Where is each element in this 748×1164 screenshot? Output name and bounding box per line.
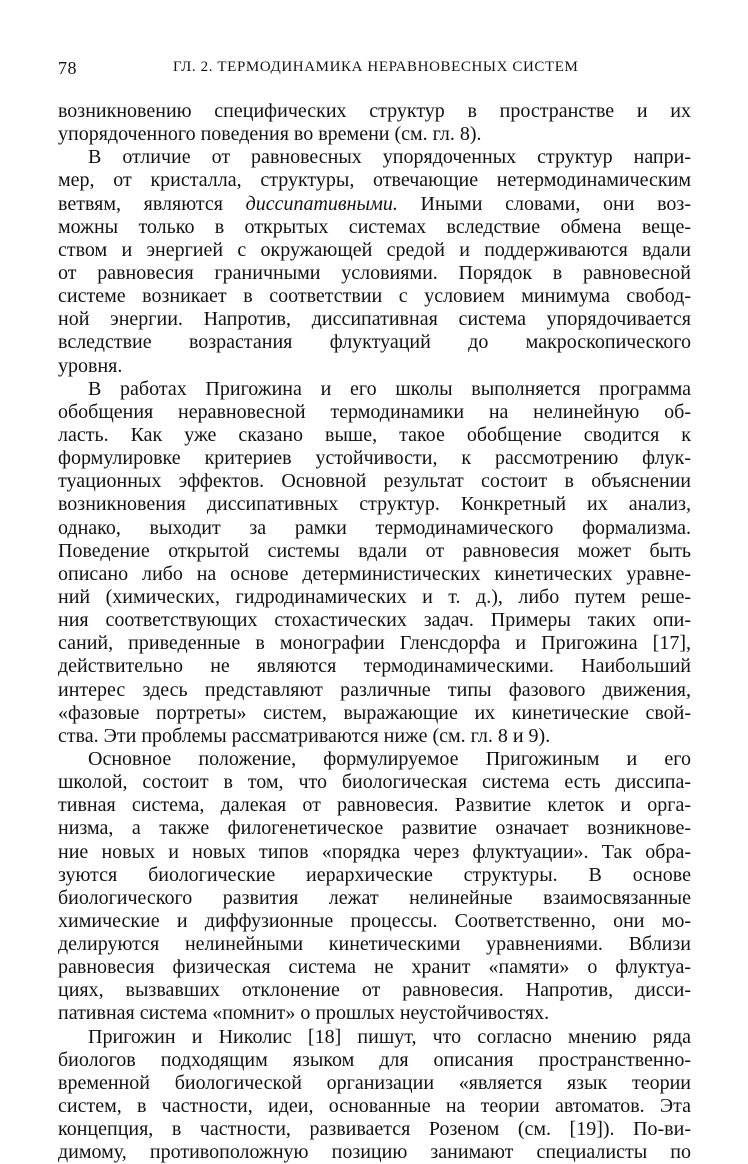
text-line: систем, в частности, идеи, основанные на теории автоматов. Эта: [58, 1095, 691, 1118]
paragraph: [58, 748, 691, 1026]
text-line: Поведение открытой системы вдали от равновесия может быть: [58, 539, 691, 562]
text-line: действительно не являются термодинамическими. Наибольший: [58, 655, 691, 678]
text-line: тивная система, далекая от равновесия. Развитие клеток и орга-: [58, 794, 691, 817]
text-line: В работах Пригожина и его школы выполняется программа: [88, 377, 691, 400]
text-line: интерес здесь представляют различные типы фазового движения,: [58, 678, 691, 701]
text-line: биологов подходящим языком для описания пространственно-: [58, 1048, 691, 1071]
body-text: [58, 100, 691, 1164]
text-line: саний, приведенные в монографии Гленсдорфа и Пригожина [17],: [58, 632, 691, 655]
text-line: однако, выходит за рамки термодинамического формализма.: [58, 516, 691, 539]
text-line: зуются биологические иерархические структуры. В основе: [58, 863, 691, 886]
text-line: химические и диффузионные процессы. Соответственно, они мо-: [58, 909, 691, 932]
text-line: равновесия физическая система не хранит «памяти» о флуктуа-: [58, 956, 691, 979]
text-line: формулировке критериев устойчивости, к рассмотрению флук-: [58, 447, 691, 470]
text-line: биологического развития лежат нелинейные взаимосвязанные: [58, 886, 691, 909]
text-line: делируются нелинейными кинетическими уравнениями. Вблизи: [58, 933, 691, 956]
page-number: 78: [58, 58, 77, 78]
text-line: ством и энергией с окружающей средой и поддерживаются вдали: [58, 238, 691, 261]
text-line: возникновения диссипативных структур. Конкретный их анализ,: [58, 493, 691, 516]
text-line: концепция, в частности, развивается Розеном (см. [19]). По-ви-: [58, 1118, 691, 1141]
text-line: Основное положение, формулируемое Пригожиным и его: [88, 747, 691, 770]
paragraph: [58, 100, 691, 146]
page-header: [58, 58, 691, 80]
text-line: возникновению специфических структур в пространстве и их: [58, 100, 691, 122]
text-line: димому, противоположную позицию занимают специалисты по: [58, 1141, 691, 1164]
text-line: обобщения неравновесной термодинамики на нелинейную об-: [58, 400, 691, 423]
text-line: описано либо на основе детерминистических кинетических уравне-: [58, 562, 691, 585]
text-line: ной энергии. Напротив, диссипативная система упорядочивается: [58, 308, 691, 331]
text-line: мер, от кристалла, структуры, отвечающие нетермодинамическим: [58, 169, 691, 192]
text-line: уровня.: [58, 354, 123, 377]
text-line: [58, 193, 691, 216]
text-line: туационных эффектов. Основной результат состоит в объяснении: [58, 470, 691, 493]
paragraph: [58, 378, 691, 748]
text-line: от равновесия граничными условиями. Порядок в равновесной: [58, 261, 691, 284]
text-line: пативная система «помнит» о прошлых неустойчивостях.: [58, 1002, 550, 1025]
text-fragment: ветвям, являются: [58, 192, 246, 215]
italic-term: диссипативными.: [245, 192, 398, 215]
text-line: ства. Эти проблемы рассматриваются ниже (см. гл. 8 и 9).: [58, 724, 551, 747]
text-line: школой, состоит в том, что биологическая система есть диссипа-: [58, 771, 691, 794]
text-line: Пригожин и Николис [18] пишут, что согласно мнению ряда: [88, 1025, 691, 1048]
text-line: вследствие возрастания флуктуаций до макроскопического: [58, 331, 691, 354]
text-line: ласть. Как уже сказано выше, такое обобщение сводится к: [58, 423, 691, 446]
text-line: временной биологической организации «является язык теории: [58, 1071, 691, 1094]
text-line: можны только в открытых системах вследствие обмена веще-: [58, 215, 691, 238]
text-line: «фазовые портреты» систем, выражающие их кинетические свой-: [58, 701, 691, 724]
book-page: [58, 58, 691, 1164]
text-line: упорядоченного поведения во времени (см. гл. 8).: [58, 123, 482, 146]
text-line: циях, вызвавших отклонение от равновесия. Напротив, дисси-: [58, 979, 691, 1002]
text-line: В отличие от равновесных упорядоченных структур напри-: [88, 146, 691, 169]
text-fragment: Иными словами, они воз-: [397, 192, 691, 215]
text-line: ний (химических, гидродинамических и т. д.), либо путем реше-: [58, 585, 691, 608]
text-line: низма, а также филогенетическое развитие означает возникнове-: [58, 817, 691, 840]
text-line: ния соответствующих стохастических задач. Примеры таких опи-: [58, 609, 691, 632]
running-head: ГЛ. 2. ТЕРМОДИНАМИКА НЕРАВНОВЕСНЫХ СИСТЕМ: [173, 59, 579, 75]
text-line: системе возникает в соответствии с условием минимума свобод-: [58, 285, 691, 308]
text-line: ние новых и новых типов «порядка через флуктуации». Так обра-: [58, 840, 691, 863]
paragraph: [58, 1026, 691, 1164]
paragraph: [58, 146, 691, 377]
